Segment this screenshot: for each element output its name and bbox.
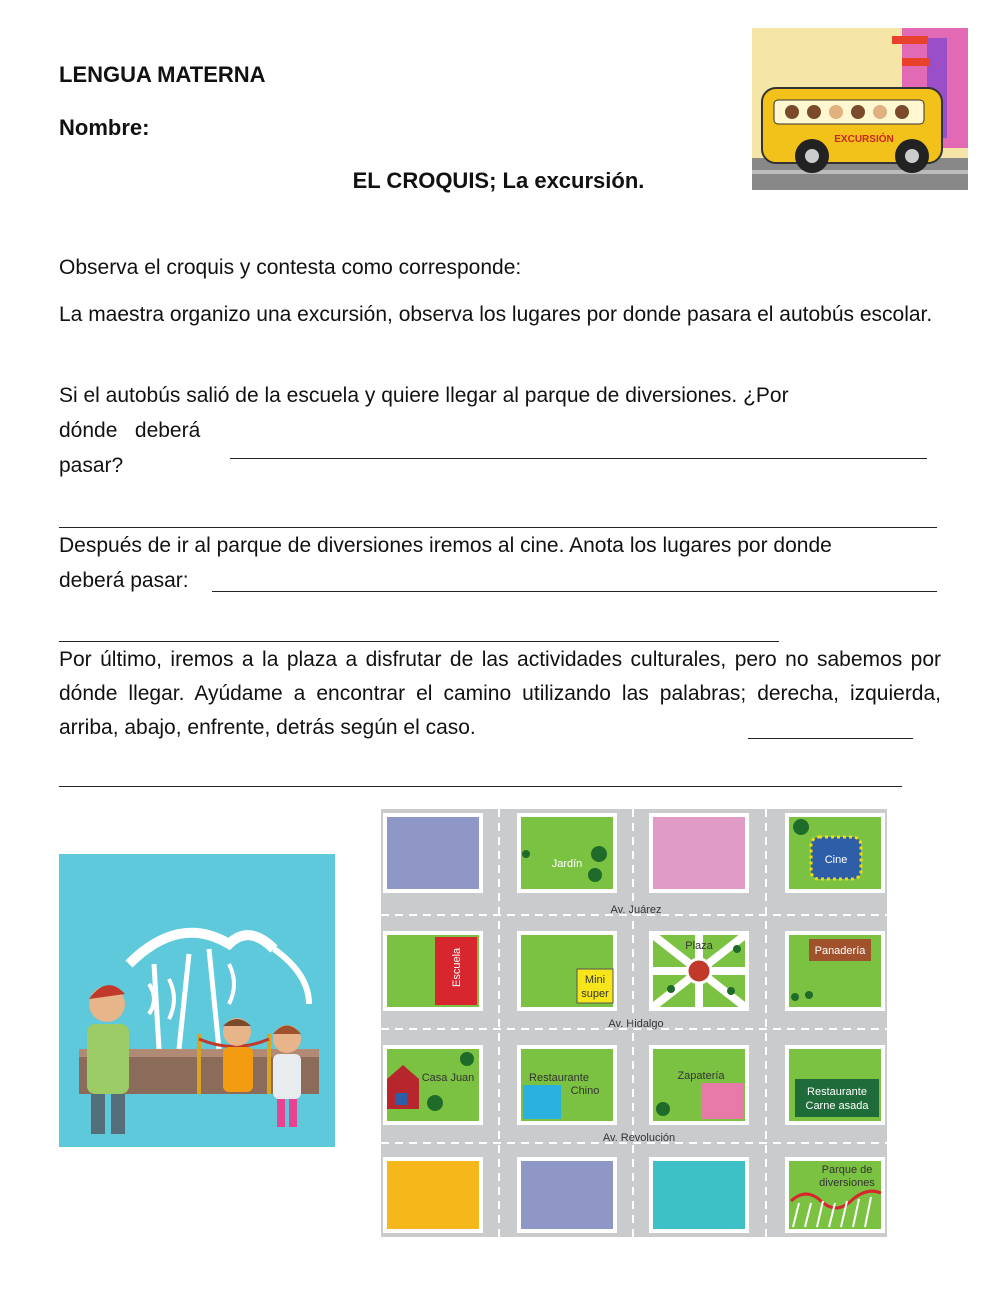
carne-label-2: Carne asada: [805, 1100, 869, 1112]
street-revolucion: Av. Revolución: [602, 1132, 676, 1144]
block-yellow: [385, 1159, 481, 1231]
question-1-line1: Si el autobús salió de la escuela y quiere llegar al parque de diversiones. ¿Por: [59, 384, 789, 407]
restaurante-chino-label-2: Chino: [570, 1085, 600, 1097]
zapateria-label: Zapatería: [677, 1070, 725, 1082]
answer-line-1b[interactable]: [59, 527, 937, 528]
question-2-line1: Después de ir al parque de diversiones iremos al cine. Anota los lugares por donde: [59, 534, 832, 557]
question-1-line2: dónde deberá: [59, 419, 201, 442]
context-text: La maestra organizo una excursión, observa los lugares por donde pasara el autobús escolar.: [59, 303, 933, 326]
super-label: super: [581, 988, 609, 1000]
block-panaderia: [787, 933, 883, 1009]
block-cine: [787, 815, 883, 891]
answer-line-1a[interactable]: [230, 458, 927, 459]
subject-heading: LENGUA MATERNA: [59, 62, 266, 87]
answer-line-2b[interactable]: [59, 641, 779, 642]
mini-label: Mini: [584, 974, 606, 986]
school-bus-illustration: [752, 28, 968, 190]
cine-label: Cine: [824, 854, 848, 866]
restaurante-chino-label-1: Restaurante: [529, 1072, 589, 1084]
block-zapateria: [651, 1047, 747, 1123]
question-2-line2: deberá pasar:: [59, 569, 189, 592]
block-parque-diversiones: [787, 1159, 883, 1231]
block-blue-2: [519, 1159, 615, 1231]
answer-line-3a[interactable]: [748, 738, 913, 739]
answer-line-2a[interactable]: [212, 591, 937, 592]
block-pink: [651, 815, 747, 891]
croquis-map: [381, 809, 887, 1237]
block-jardin: [519, 815, 615, 891]
block-teal: [651, 1159, 747, 1231]
escuela-label: Escuela: [451, 947, 463, 987]
answer-line-3b[interactable]: [59, 786, 902, 787]
block-escuela: [385, 933, 481, 1009]
panaderia-label: Panadería: [814, 945, 866, 957]
street-juarez: Av. Juárez: [610, 904, 662, 916]
question-3: Por último, iremos a la plaza a disfrutar de las actividades culturales, pero no sabemos por dónde llegar. Ayúdame a encontrar el camino utilizando las palabras; derecha, izquierda, arriba, abajo, enfrente, detrás según el caso.: [59, 648, 941, 739]
block-casa-juan: [385, 1047, 481, 1123]
intro-text: Observa el croquis y contesta como corresponde:: [59, 256, 522, 279]
block-plaza: [651, 933, 747, 1009]
casa-juan-label: Casa Juan: [421, 1072, 475, 1084]
jardin-label: Jardín: [551, 858, 583, 870]
block-restaurante-carne-asada: [787, 1047, 883, 1123]
carne-label-1: Restaurante: [807, 1086, 867, 1098]
block-blue-1: [385, 815, 481, 891]
bus-sign: EXCURSIÓN: [834, 134, 894, 145]
museum-illustration: [59, 854, 335, 1147]
plaza-label: Plaza: [685, 940, 713, 952]
block-mini-super: [519, 933, 615, 1009]
question-1-line3: pasar?: [59, 454, 124, 477]
street-hidalgo: Av. Hidalgo: [608, 1018, 664, 1030]
parque-label-2: diversiones: [819, 1177, 875, 1189]
parque-label-1: Parque de: [821, 1164, 873, 1176]
page-title: EL CROQUIS; La excursión.: [352, 168, 645, 193]
block-restaurante-chino: [519, 1047, 615, 1123]
name-label: Nombre:: [59, 115, 150, 140]
